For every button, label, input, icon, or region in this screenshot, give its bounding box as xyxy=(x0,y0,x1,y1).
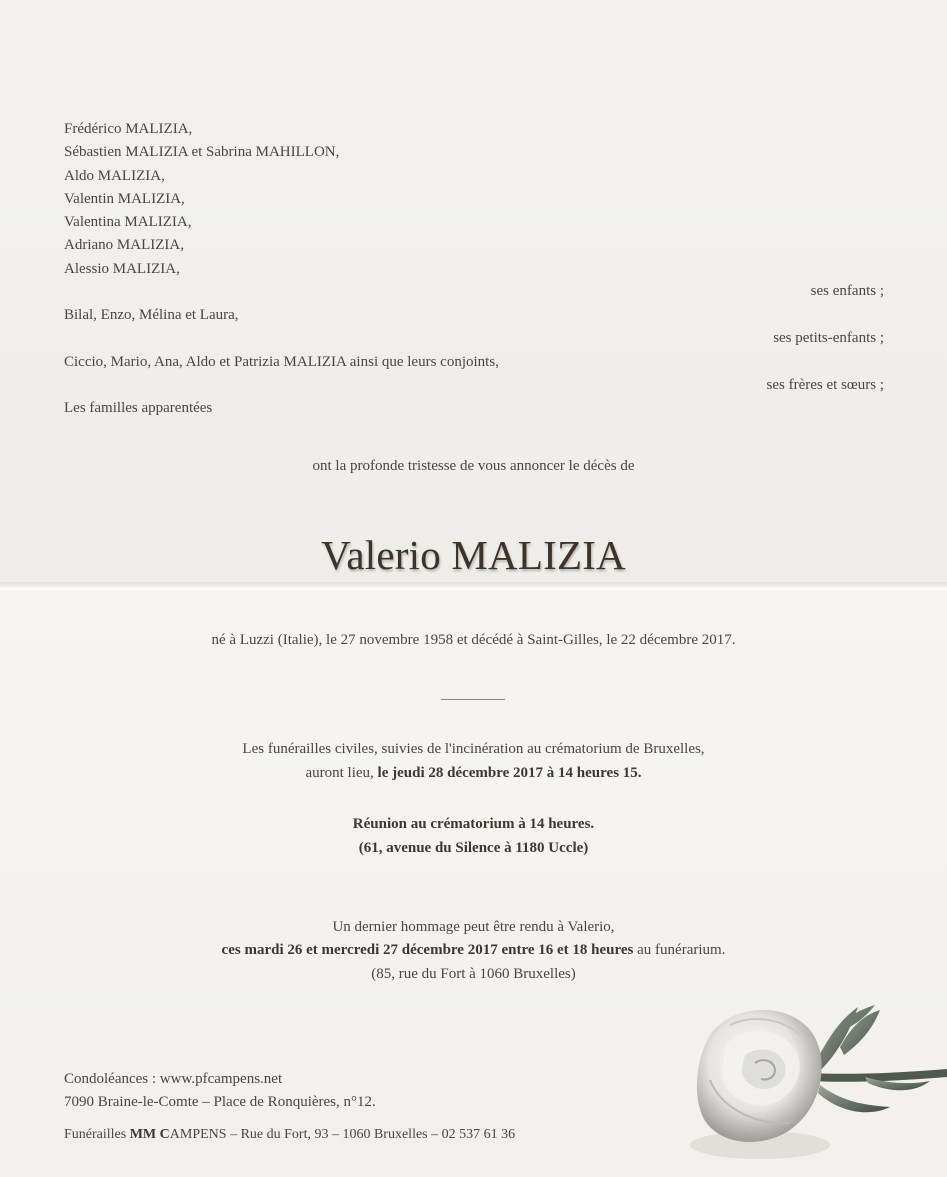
fold-line xyxy=(0,582,947,590)
child-name: Adriano MALIZIA, xyxy=(64,237,184,254)
tribute-address: (85, rue du Fort à 1060 Bruxelles) xyxy=(371,966,576,982)
funeral-home-prefix: Funérailles xyxy=(64,1127,130,1142)
white-rose-icon xyxy=(690,985,947,1170)
announcement-text: ont la profonde tristesse de vous annoncer le décès de xyxy=(312,458,635,474)
brand-mm: MM xyxy=(129,1127,157,1142)
meeting-address-line xyxy=(0,840,947,857)
tribute-suffix: au funérarium. xyxy=(633,942,726,958)
relation-grandchildren: ses petits-enfants ; xyxy=(773,330,884,346)
brand-rest: AMPENS xyxy=(169,1127,227,1142)
child-name: Valentina MALIZIA, xyxy=(64,214,192,231)
child-name: Sébastien MALIZIA et Sabrina MAHILLON, xyxy=(64,144,340,161)
children-list xyxy=(64,118,339,281)
child-name: Aldo MALIZIA, xyxy=(64,167,165,184)
grandchildren-names: Bilal, Enzo, Mélina et Laura, xyxy=(64,307,239,323)
funeral-line-2-prefix: auront lieu, xyxy=(305,765,378,781)
child-name: Frédérico MALIZIA, xyxy=(64,121,193,137)
child-name: Alessio MALIZIA, xyxy=(64,260,180,277)
meeting-address: (61, avenue du Silence à 1180 Uccle) xyxy=(358,840,589,856)
tribute-dates: ces mardi 26 et mercredi 27 décembre 2017 entre 16 et 18 heures xyxy=(221,942,634,958)
footer-address: 7090 Braine-le-Comte – Place de Ronquières, n°12. xyxy=(64,1094,376,1110)
birth-death-text: né à Luzzi (Italie), le 27 novembre 1958 et décédé à Saint-Gilles, le 22 décembre 2017. xyxy=(211,632,736,648)
funeral-date: le jeudi 28 décembre 2017 à 14 heures 15. xyxy=(377,765,642,781)
tribute-line-1: Un dernier hommage peut être rendu à Valerio, xyxy=(332,919,615,935)
divider xyxy=(441,699,505,700)
siblings-names: Ciccio, Mario, Ana, Aldo et Patrizia MALIZIA ainsi que leurs conjoints, xyxy=(64,354,499,370)
tribute-line-2 xyxy=(0,942,947,959)
brand-c: C xyxy=(159,1127,170,1142)
funeral-home-line xyxy=(64,1127,515,1143)
funeral-line-2 xyxy=(0,765,947,782)
top-panel xyxy=(0,0,947,584)
funeral-line-1: Les funérailles civiles, suivies de l'incinération au crématorium de Bruxelles, xyxy=(242,741,705,757)
relation-children: ses enfants ; xyxy=(810,283,884,299)
child-name: Valentin MALIZIA, xyxy=(64,190,185,207)
funeral-home-suffix: – Rue du Fort, 93 – 1060 Bruxelles – 02 537 61 36 xyxy=(226,1127,516,1142)
meeting-line xyxy=(0,816,947,833)
deceased-name: Valerio MALIZIA xyxy=(321,532,626,578)
relation-siblings: ses frères et sœurs ; xyxy=(766,377,884,393)
related-families: Les familles apparentées xyxy=(64,400,213,416)
meeting-text: Réunion au crématorium à 14 heures. xyxy=(352,816,595,832)
condolences-line: Condoléances : www.pfcampens.net xyxy=(64,1071,283,1087)
